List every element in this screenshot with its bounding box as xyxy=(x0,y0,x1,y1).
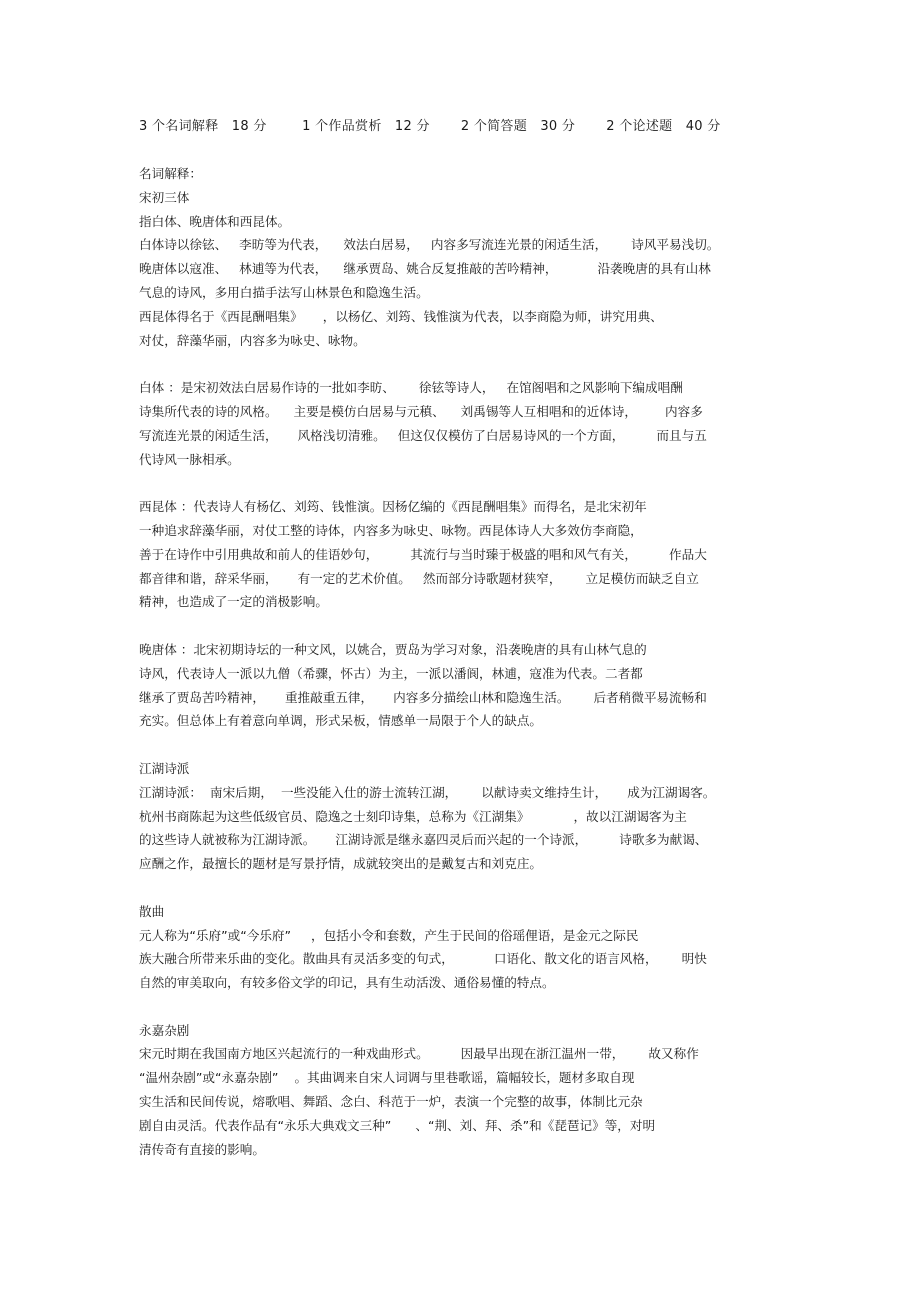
paragraph-gap xyxy=(139,471,789,495)
text-line: 的这些诗人就被称为江湖诗派。 江湖诗派是继永嘉四灵后而兴起的一个诗派， 诗歌多为献谒、 xyxy=(139,832,708,848)
text-line: 晚唐体 ：北宋初期诗坛的一种文风，以姚合，贾岛为学习对象，沿袭晚唐的具有山林气息的 xyxy=(139,641,647,657)
text-line: 西昆体得名于《西昆酬唱集》 ，以杨亿、刘筠、钱惟演为代表，以李商隐为师，讲究用典、 xyxy=(139,308,663,324)
section-block xyxy=(139,1019,789,1162)
text-line: 继承了贾岛苦吟精神， 重推敲重五律， 内容多分描绘山林和隐逸生活。 后者稍微平易流畅和 xyxy=(139,689,707,705)
text-line: “温州杂剧”或“永嘉杂剧” 。其曲调来自宋人词调与里巷歌谣，篇幅较长，题材多取自现 xyxy=(139,1070,635,1086)
section-block xyxy=(139,495,789,614)
text-line: 西昆体 ：代表诗人有杨亿、刘筠、钱惟演。因杨亿编的《西昆酬唱集》而得名，是北宋初年 xyxy=(139,499,647,515)
paragraph-gap xyxy=(139,352,789,376)
text-line: 指白体、晚唐体和西昆体。 xyxy=(139,213,291,229)
text-line: 白体 ：是宋初效法白居易作诗的一批如李昉、 徐铉等诗人， 在馆阁唱和之风影响下编成唱酬 xyxy=(139,380,683,396)
text-line: 一种追求辞藻华丽，对仗工整的诗体，内容多为咏史、咏物。西昆体诗人大多效仿李商隐， xyxy=(139,522,643,538)
exam-score-summary: 3 个名词解释 18 分 1 个作品赏析 12 分 2 个简答题 30 分 2 个论述题 40 分 xyxy=(139,119,721,134)
text-line: 名词解释： xyxy=(139,166,202,181)
text-line: 写流连光景的闲适生活， 风格浅切清雅。 但这仅仅模仿了白居易诗风的一个方面， 而且与五 xyxy=(139,427,707,443)
text-line: 气息的诗风，多用白描手法写山林景色和隐逸生活。 xyxy=(139,284,429,300)
section-block xyxy=(139,376,789,471)
text-line: 清传奇有直接的影响。 xyxy=(139,1141,265,1157)
paragraph-gap xyxy=(139,733,789,757)
text-line: 应酬之作，最擅长的题材是写景抒情，成就较突出的是戴复古和刘克庄。 xyxy=(139,856,542,872)
text-line: 永嘉杂剧 xyxy=(139,1022,190,1038)
text-line: 晚唐体以寇准、 林逋等为代表， 继承贾岛、姚合反复推敲的苦吟精神， 沿袭晚唐的具有山林 xyxy=(139,261,711,277)
text-line: 剧自由灵活。代表作品有“永乐大典戏文三种” 、“荆、刘、拜、杀”和《琵琶记》等，对明 xyxy=(139,1117,656,1133)
text-line: 白体诗以徐铉、 李昉等为代表， 效法白居易， 内容多写流连光景的闲适生活， 诗风平易浅切。 xyxy=(139,237,720,253)
text-line: 充实。但总体上有着意向单调，形式呆板，情感单一局限于个人的缺点。 xyxy=(139,713,542,729)
paragraph-gap xyxy=(139,614,789,638)
text-line: 诗风，代表诗人一派以九僧（希骤，怀古）为主，一派以潘阆，林逋，寇准为代表。二者都 xyxy=(139,665,643,681)
text-line: 都音律和谐，辞采华丽， 有一定的艺术价值。 然而部分诗歌题材狭窄， 立足模仿而缺乏自立 xyxy=(139,570,699,586)
text-line: 江湖诗派： 南宋后期， 一些没能入仕的游士流转江湖， 以献诗卖文维持生计， 成为江湖谒客。 xyxy=(139,784,716,800)
text-line: 代诗风一脉相承。 xyxy=(139,451,240,467)
paragraph-gap xyxy=(139,876,789,900)
section-block xyxy=(139,638,789,733)
text-line: 诗集所代表的诗的风格。 主要是模仿白居易与元稹、 刘禹锡等人互相唱和的近体诗， 内容多 xyxy=(139,403,703,419)
text-line: 元人称为“乐府”或“今乐府” ，包括小令和套数，产生于民间的俗瑶俚语，是金元之际民 xyxy=(139,927,639,943)
text-line: 精神，也造成了一定的消极影响。 xyxy=(139,594,328,610)
section-block xyxy=(139,900,789,995)
text-line: 杭州书商陈起为这些低级官员、隐逸之士刻印诗集，总称为《江湖集》 ，故以江湖谒客为主 xyxy=(139,808,687,824)
section-block xyxy=(139,162,789,352)
text-line: 实生活和民间传说，熔歌唱、舞蹈、念白、科范于一炉，表演一个完整的故事，体制比元杂 xyxy=(139,1094,643,1110)
text-line: 善于在诗作中引用典故和前人的佳语妙句， 其流行与当时臻于极盛的唱和风气有关， 作品大 xyxy=(139,546,707,562)
text-line: 宋初三体 xyxy=(139,189,190,205)
text-line: 对仗，辞藻华丽，内容多为咏史、咏物。 xyxy=(139,332,366,348)
text-line: 散曲 xyxy=(139,903,165,919)
text-line: 族大融合所带来乐曲的变化。散曲具有灵活多变的句式， 口语化、散文化的语言风格， 明快 xyxy=(139,951,707,967)
paragraph-gap xyxy=(139,995,789,1019)
text-line: 江湖诗派 xyxy=(139,760,190,776)
section-block xyxy=(139,757,789,876)
document-body xyxy=(139,162,789,1161)
text-line: 自然的审美取向，有较多俗文学的印记，具有生动活泼、通俗易懂的特点。 xyxy=(139,975,555,991)
text-line: 宋元时期在我国南方地区兴起流行的一种戏曲形式。 因最早出现在浙江温州一带， 故又称作 xyxy=(139,1046,699,1062)
